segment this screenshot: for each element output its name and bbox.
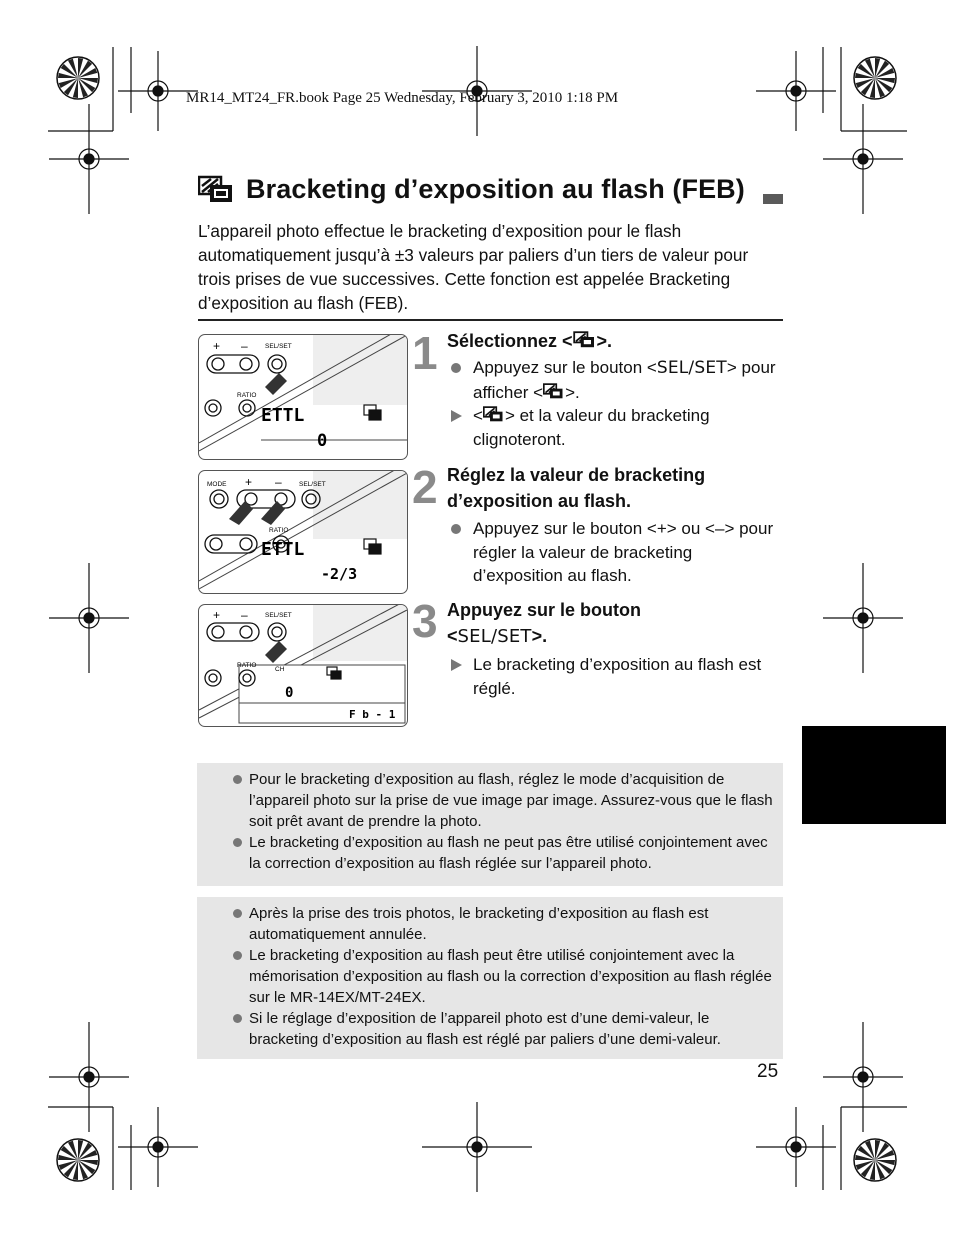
bullet-triangle-icon [451, 659, 462, 671]
step-heading: Réglez la valeur de bracketing d’exposition au flash. [447, 465, 706, 511]
title-bar-marker [763, 194, 783, 204]
ratio-label: RATIO [269, 527, 289, 534]
minus-label: – [241, 339, 248, 353]
bullet-triangle-icon [451, 410, 462, 422]
memo-note [197, 897, 783, 1059]
mode-label: MODE [207, 481, 227, 488]
step-number: 3 [412, 595, 438, 647]
step-3 [447, 597, 777, 700]
lcd-value: 0 [285, 685, 294, 701]
bullet-dot-icon [233, 909, 242, 918]
bullet-dot-icon [233, 775, 242, 784]
feb-icon [198, 175, 236, 205]
selset-label: SEL/SET [265, 612, 292, 619]
printer-header: MR14_MT24_FR.book Page 25 Wednesday, February 3, 2010 1:18 PM [186, 90, 619, 106]
step-1 [447, 328, 777, 451]
bullet-dot-icon [233, 838, 242, 847]
step3-illustration [198, 604, 408, 727]
star-target-icon [57, 57, 99, 99]
lcd-readout: F b - 1 [349, 708, 396, 721]
feb-icon [543, 383, 565, 400]
lcd-mode: ETTL [261, 539, 305, 560]
caution-note [197, 763, 783, 886]
list-item: Appuyez sur le bouton <SEL/SET> pour afficher < >. [447, 356, 777, 404]
list-item: < > et la valeur du bracketing clignoteront. [447, 404, 777, 451]
bullet-dot-icon [451, 524, 461, 534]
plus-label: + [213, 608, 221, 622]
flash-panel-diagram [199, 335, 407, 459]
step-heading: Appuyez sur le bouton <SEL/SET>. [447, 600, 642, 647]
ratio-label: RATIO [237, 662, 257, 669]
list-item: Le bracketing d’exposition au flash est réglé. [447, 653, 777, 700]
page-title: Bracketing d’exposition au flash (FEB) [246, 174, 745, 204]
page-number: 25 [757, 1061, 779, 1082]
minus-label: – [241, 608, 248, 622]
intro-paragraph: L’appareil photo effectue le bracketing d’exposition pour le flash automatiquement jusqu’à ±3 valeurs par paliers d’un tiers de valeur pour trois prises de vue successives. Cette fonction est appelée Bracketing d’exposition au flash (FEB). [198, 221, 749, 313]
step1-illustration [198, 334, 408, 460]
star-target-icon [854, 57, 896, 99]
list-item: Le bracketing d’exposition au flash ne peut pas être utilisé conjointement avec la correction d’exposition au flash réglée sur l’appareil photo. [229, 832, 774, 874]
ratio-label: RATIO [237, 392, 257, 399]
list-item: Si le réglage d’exposition de l’appareil photo est d’une demi-valeur, le bracketing d’exposition au flash est réglé par paliers d’une demi-valeur. [229, 1008, 774, 1050]
ch-label: CH [275, 666, 285, 673]
list-item: Après la prise des trois photos, le bracketing d’exposition au flash est automatiquement annulée. [229, 903, 774, 945]
plus-label: + [213, 339, 221, 353]
step2-illustration [198, 470, 408, 594]
bullet-dot-icon [233, 951, 242, 960]
list-item: Pour le bracketing d’exposition au flash, réglez le mode d’acquisition de l’appareil photo sur la prise de vue image par image. Assurez-vous que le flash soit prêt avant de prendre la photo. [229, 769, 774, 832]
section-divider [198, 319, 783, 321]
feb-icon [483, 406, 505, 423]
star-target-icon [57, 1139, 99, 1181]
step-heading: Sélectionnez < >. [447, 331, 613, 351]
page-title-row [198, 174, 745, 205]
plus-label: + [245, 475, 253, 489]
flash-panel-diagram [199, 471, 407, 593]
minus-label: – [275, 475, 282, 489]
list-item: Appuyez sur le bouton <+> ou <–> pour régler la valeur de bracketing d’exposition au flash. [447, 517, 783, 588]
selset-label: SEL/SET [265, 343, 292, 350]
lcd-mode: ETTL [261, 405, 305, 426]
star-target-icon [854, 1139, 896, 1181]
list-item: Le bracketing d’exposition au flash peut être utilisé conjointement avec la mémorisation d’exposition au flash ou la correction d’exposition au flash réglée sur le MR-14EX/MT-24EX. [229, 945, 774, 1008]
bullet-dot-icon [451, 363, 461, 373]
selset-label: SEL/SET [299, 481, 326, 488]
lcd-value: -2/3 [321, 565, 358, 583]
step-2 [447, 462, 783, 588]
step-number: 1 [412, 327, 438, 379]
chapter-tab [802, 726, 946, 824]
bullet-dot-icon [233, 1014, 242, 1023]
feb-icon [573, 331, 597, 349]
flash-panel-diagram [199, 605, 407, 726]
lcd-value: 0 [317, 431, 328, 451]
step-number: 2 [412, 461, 438, 513]
